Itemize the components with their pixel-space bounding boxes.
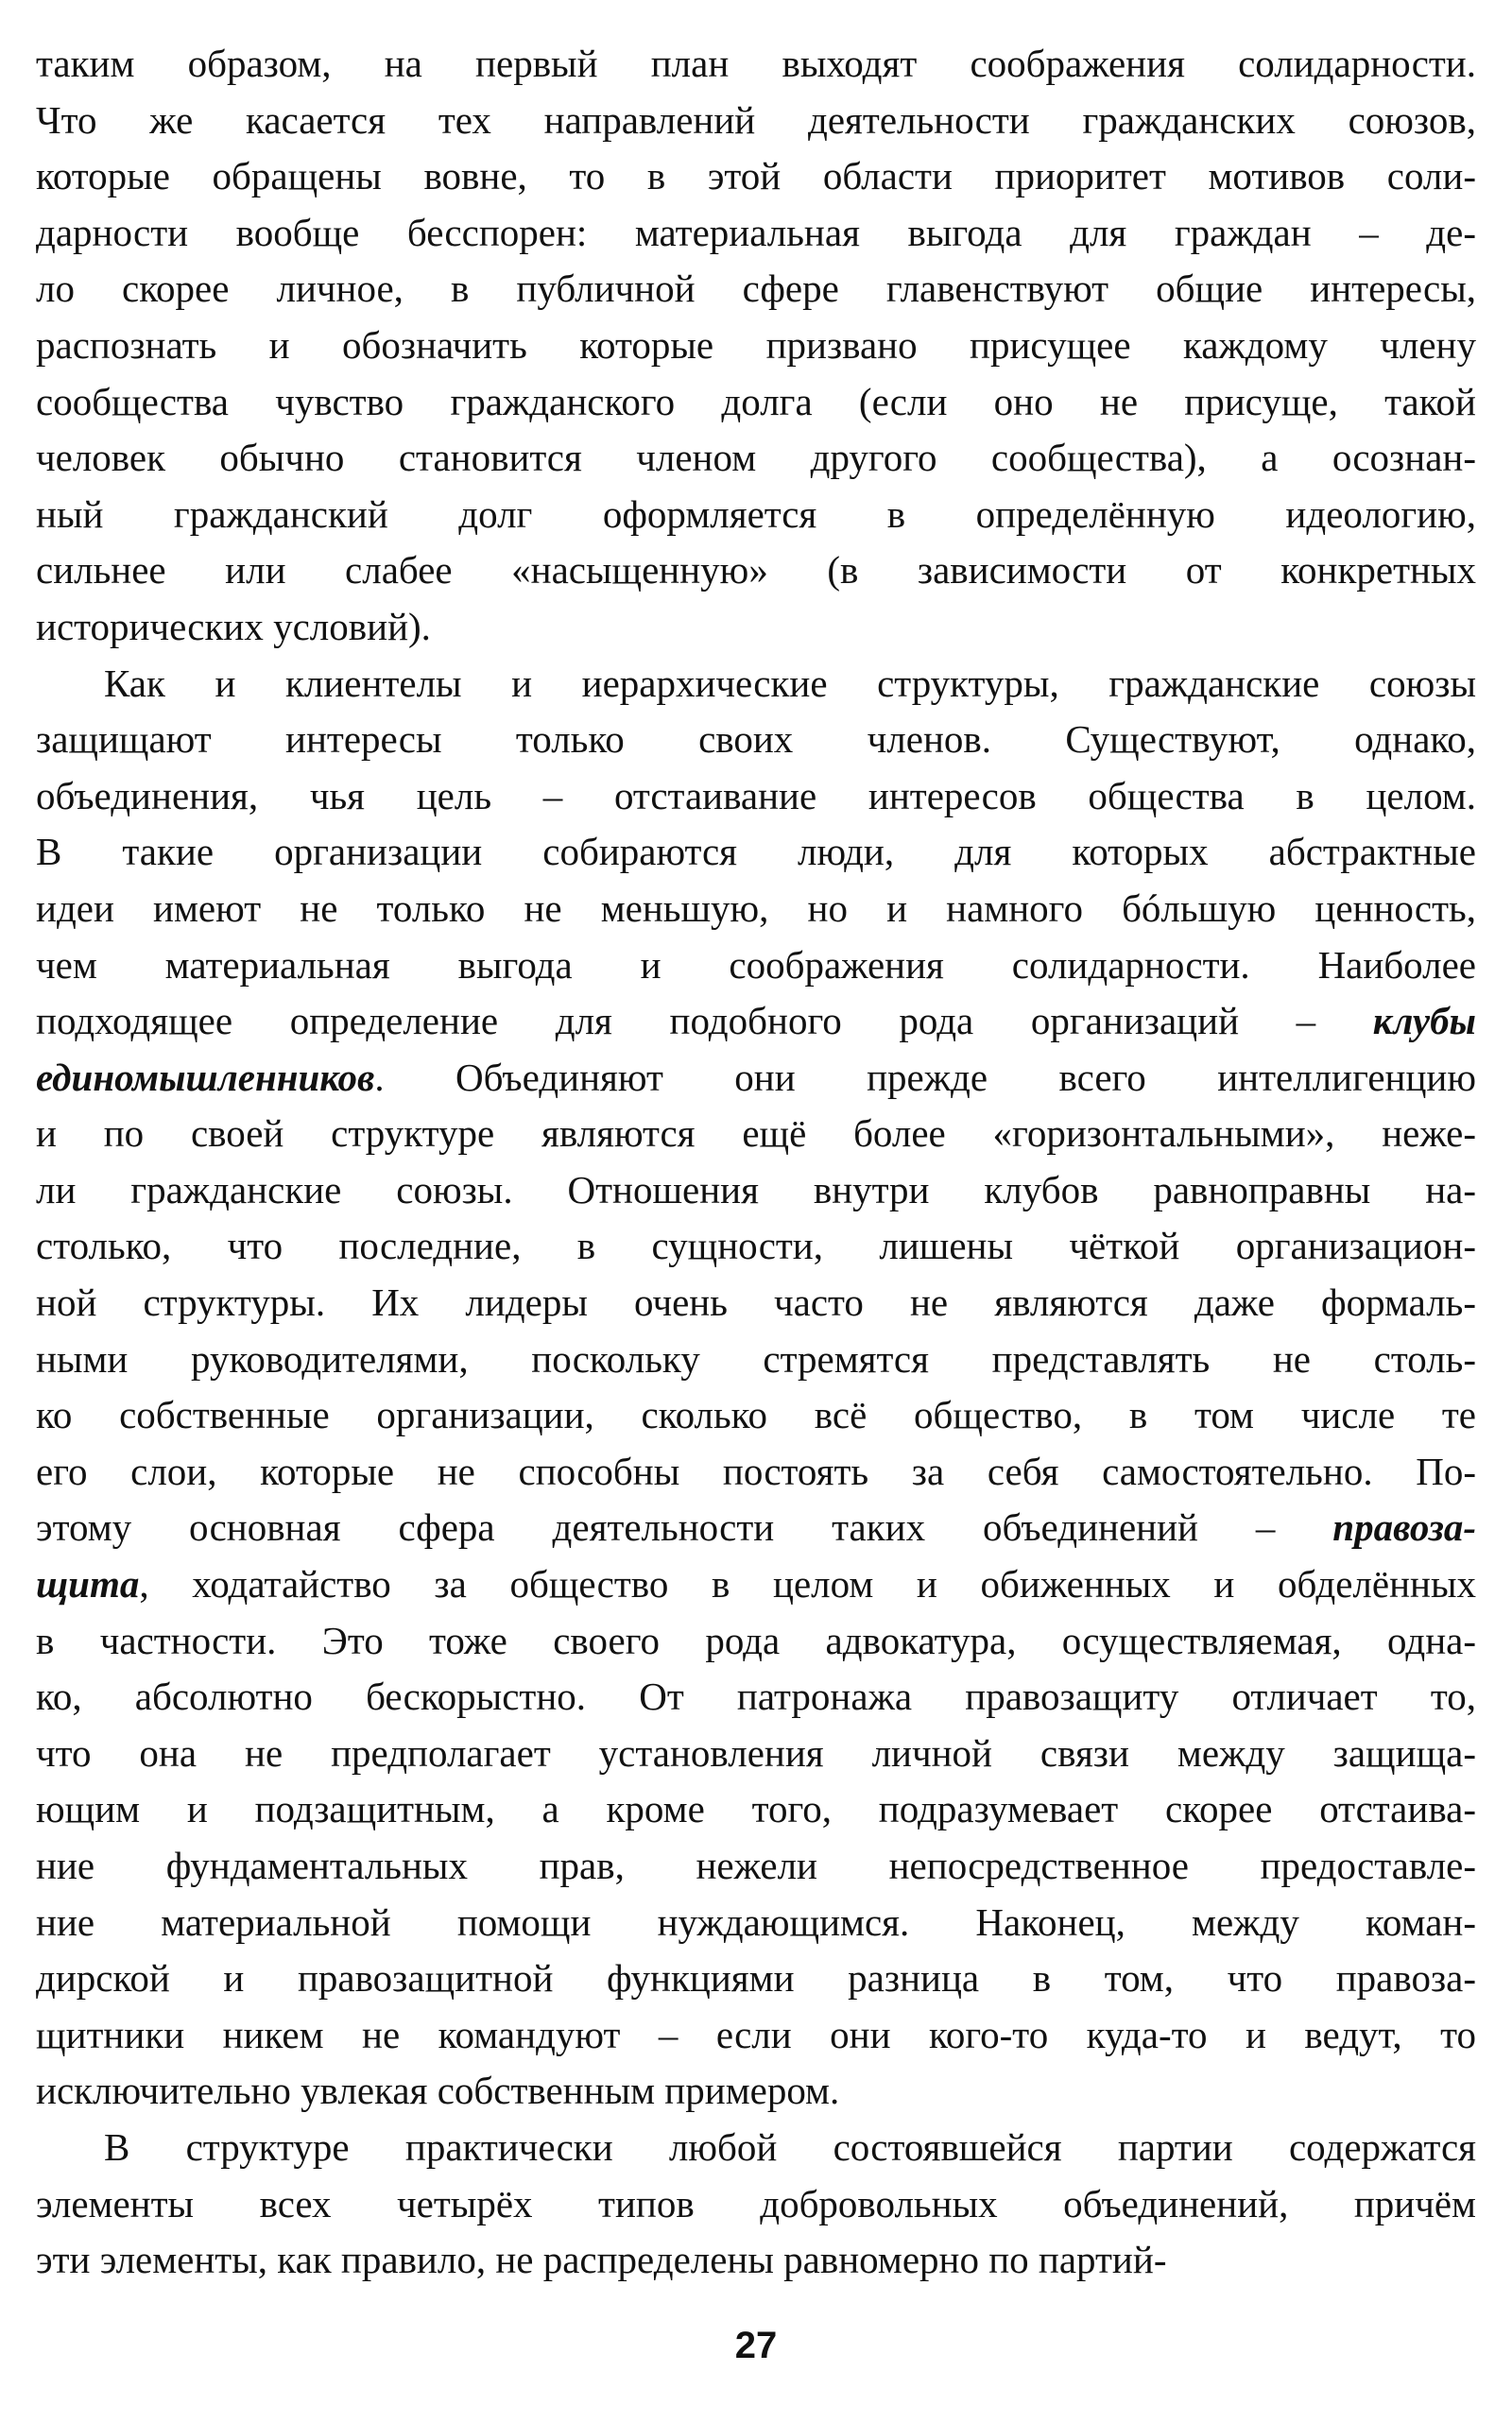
text-line: эти элементы, как правило, не распределены равномерно по партий- (36, 2238, 1167, 2282)
text-line: и по своей структуре являются ещё более «горизонтальными», неже- (36, 1111, 1476, 1156)
paragraph (36, 2120, 1476, 2289)
text-line: сильнее или слабее «насыщенную» (в зависимости от конкретных (36, 548, 1476, 593)
text-line: идеи имеют не только не меньшую, но и намного бóльшую ценность, (36, 885, 1476, 930)
text-line (36, 1556, 1476, 1613)
text-line: сообщества чувство гражданского долга (если оно не присуще, такой (36, 379, 1476, 423)
line-text: этому основная сфера деятельности таких объединений – (36, 1505, 1333, 1550)
emphasized-term: клубы (1372, 999, 1476, 1043)
line-text: подходящее определение для подобного рода организаций – (36, 999, 1373, 1043)
text-line: ной структуры. Их лидеры очень часто не являются даже формаль- (36, 1280, 1476, 1325)
paragraph (36, 36, 1476, 656)
emphasized-term: щита (36, 1562, 140, 1607)
text-line (36, 1050, 1476, 1107)
text-line: В структуре практически любой состоявшейся партии содержатся (104, 2124, 1476, 2169)
text-line: ло скорее личное, в публичной сфере главенствуют общие интересы, (36, 266, 1476, 311)
text-line: ние фундаментальных прав, нежели непосредственное предоставле- (36, 1844, 1476, 1887)
text-line: чем материальная выгода и соображения солидарности. Наиболее (36, 942, 1476, 987)
text-line: объединения, чья цель – отстаивание интересов общества в целом. (36, 773, 1476, 817)
text-line: В такие организации собираются люди, для которых абстрактные (36, 830, 1476, 874)
text-line: в частности. Это тоже своего рода адвокатура, осуществляемая, одна- (36, 1618, 1476, 1662)
text-line: щитники никем не командуют – если они кого-то куда-то и ведут, то (36, 2012, 1476, 2056)
emphasized-term: правоза- (1332, 1505, 1476, 1550)
text-line: ние материальной помощи нуждающимся. Наконец, между коман- (36, 1899, 1476, 1944)
line-text: . Объединяют они прежде всего интеллигенцию (374, 1055, 1476, 1099)
text-line: столько, что последние, в сущности, лишены чёткой организацион- (36, 1224, 1476, 1268)
text-line: человек обычно становится членом другого сообщества), а осознан- (36, 436, 1476, 480)
text-line: ко собственные организации, сколько всё общество, в том числе те (36, 1393, 1476, 1437)
text-line: дарности вообще бесспорен: материальная выгода для граждан – де- (36, 210, 1476, 254)
text-line: элементы всех четырёх типов добровольных объединений, причём (36, 2181, 1476, 2225)
text-line: Как и клиентелы и иерархические структуры, гражданские союзы (104, 661, 1476, 705)
text-line: ющим и подзащитным, а кроме того, подразумевает скорее отстаива- (36, 1787, 1476, 1831)
text-line: таким образом, на первый план выходят соображения солидарности. (36, 42, 1476, 85)
text-line: что она не предполагает установления личной связи между защища- (36, 1730, 1476, 1775)
text-line: исторических условий). (36, 604, 431, 648)
text-line: защищают интересы только своих членов. Существуют, однако, (36, 717, 1476, 762)
text-line: которые обращены вовне, то в этой области приоритет мотивов соли- (36, 154, 1476, 198)
emphasized-term: единомышленников (36, 1055, 375, 1099)
text-line: исключительно увлекая собственным примером. (36, 2069, 840, 2113)
line-text: , ходатайство за общество в целом и обиженных и обделённых (139, 1562, 1476, 1607)
text-line (36, 993, 1476, 1050)
page-number: 27 (734, 2325, 778, 2366)
page-body (36, 36, 1476, 2289)
text-line: ными руководителями, поскольку стремятся представлять не столь- (36, 1336, 1476, 1381)
text-line: ный гражданский долг оформляется в определённую идеологию, (36, 491, 1476, 536)
text-line: ли гражданские союзы. Отношения внутри клубов равноправны на- (36, 1167, 1476, 1212)
text-line: распознать и обозначить которые призвано присущее каждому члену (36, 322, 1476, 367)
text-line: его слои, которые не способны постоять за себя самостоятельно. По- (36, 1449, 1476, 1493)
text-line (36, 1500, 1476, 1556)
text-line: ко, абсолютно бескорыстно. От патронажа правозащиту отличает то, (36, 1675, 1476, 1719)
paragraph (36, 656, 1476, 2120)
text-line: дирской и правозащитной функциями разница в том, что правоза- (36, 1956, 1476, 2001)
text-line: Что же касается тех направлений деятельности гражданских союзов, (36, 97, 1476, 142)
